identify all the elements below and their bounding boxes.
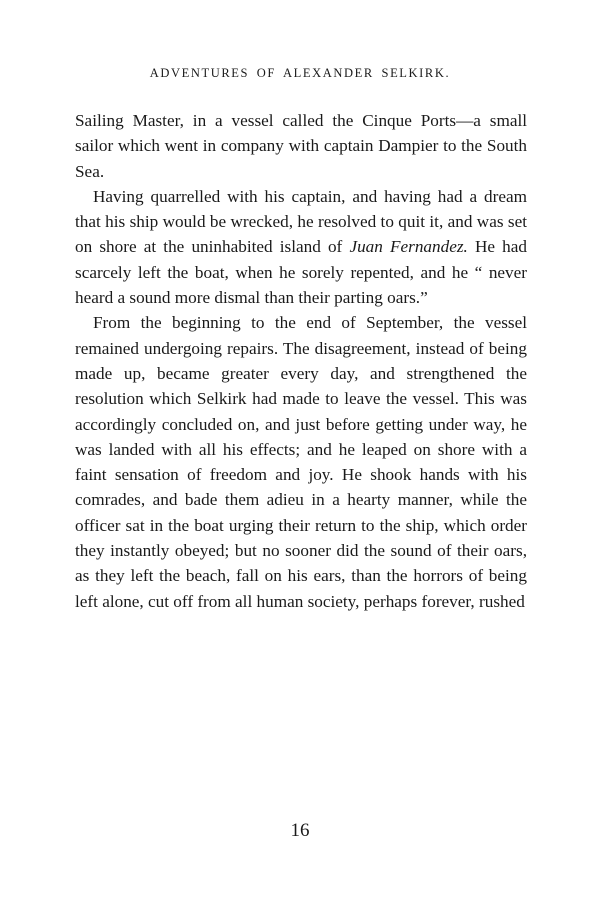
paragraph-quarrel: [75, 184, 527, 310]
body-text: [75, 108, 527, 614]
running-head: ADVENTURES OF ALEXANDER SELKIRK.: [149, 66, 451, 80]
island-name: Juan Fernandez.: [349, 237, 468, 257]
page-number: 16: [290, 820, 310, 841]
paragraph-quarrel-text-start: Having quarrelled with his captain, and having had a dream that his ship would be wrecked, he resolved to quit it, and was set on shore at the uninhabited island of: [75, 186, 527, 257]
paragraph-continuation: Sailing Master, in a vessel called the Cinque Ports—a small sailor which went in company with captain Dampier to the South Sea.: [75, 111, 527, 181]
paragraph-quarrel-text-end: He had scarcely left the boat, when he sorely repented, and he “ never heard a sound more dismal than their parting oars.”: [75, 237, 528, 308]
paragraph-september: From the beginning to the end of September, the vessel remained undergoing repairs. The disagreement, instead of being made up, became greater every day, and strengthened the resolution which Selkirk had made to leave the vessel. This was accordingly concluded on, and just before getting under way, he was landed with all his effects; and he leaped on shore with a faint sensation of freedom and joy. He shook hands with his comrades, and bade them adieu in a hearty manner, while the officer sat in the boat urging their return to the ship, which order they instantly obeyed; but no sooner did the sound of their oars, as they left the beach, fall on his ears, than the horrors of being left alone, cut off from all human society, perhaps forever, rushed: [75, 313, 527, 611]
